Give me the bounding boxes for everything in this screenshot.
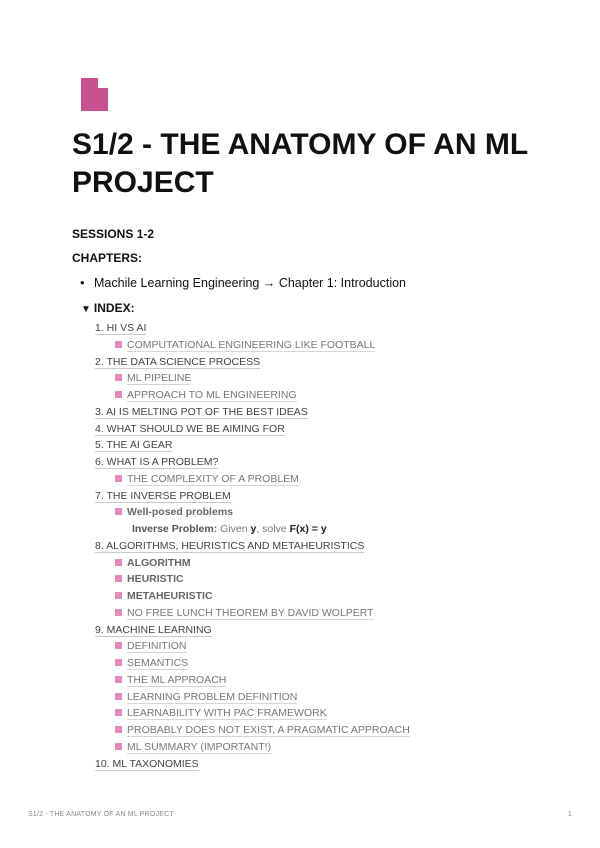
index-link-8d[interactable]: NO FREE LUNCH THEOREM BY DAVID WOLPERT xyxy=(127,606,374,619)
square-bullet-icon xyxy=(115,693,122,700)
square-bullet-icon xyxy=(115,575,122,582)
index-item-7a: Well-posed problems xyxy=(127,506,233,519)
index-link-9d[interactable]: LEARNING PROBLEM DEFINITION xyxy=(127,690,298,703)
index-link-3[interactable]: 3. AI IS MELTING POT OF THE BEST IDEAS xyxy=(95,405,308,418)
square-bullet-icon xyxy=(115,609,122,616)
index-link-2b[interactable]: APPROACH TO ML ENGINEERING xyxy=(127,389,297,401)
square-bullet-icon xyxy=(115,559,122,566)
index-link-1[interactable]: 1. HI VS AI xyxy=(95,322,147,334)
index-link-9a[interactable]: DEFINITION xyxy=(127,640,187,653)
index-link-9c[interactable]: THE ML APPROACH xyxy=(127,673,227,686)
index-link-9[interactable]: 9. MACHINE LEARNING xyxy=(95,623,212,636)
square-bullet-icon xyxy=(115,475,122,482)
square-bullet-icon xyxy=(115,642,122,649)
chapter-item: • Machile Learning Engineering → Chapter 1: Introduction xyxy=(80,276,406,290)
chapters-list xyxy=(80,276,406,290)
index-link-2[interactable]: 2. THE DATA SCIENCE PROCESS xyxy=(95,355,261,368)
index-link-9g[interactable]: ML SUMMARY (IMPORTANT!) xyxy=(127,740,272,753)
square-bullet-icon xyxy=(115,508,122,515)
index-item-8a: ALGORITHM xyxy=(127,556,191,569)
index-link-6a[interactable]: THE COMPLEXITY OF A PROBLEM xyxy=(127,472,299,485)
footer-title: S1/2 - THE ANATOMY OF AN ML PROJECT xyxy=(28,811,174,818)
index-link-1a[interactable]: COMPUTATIONAL ENGINEERING LIKE FOOTBALL xyxy=(127,338,376,351)
index-toggle[interactable] xyxy=(81,301,135,315)
square-bullet-icon xyxy=(115,391,122,398)
index-link-9e[interactable]: LEARNABILITY WITH PAC FRAMEWORK xyxy=(127,707,327,720)
chapters-label: CHAPTERS: xyxy=(72,251,143,265)
footer-page-number: 1 xyxy=(567,811,572,818)
square-bullet-icon xyxy=(115,676,122,683)
index-link-8[interactable]: 8. ALGORITHMS, HEURISTICS AND METAHEURISTICS xyxy=(95,539,365,552)
square-bullet-icon xyxy=(115,659,122,666)
index-link-4[interactable]: 4. WHAT SHOULD WE BE AIMING FOR xyxy=(95,422,285,435)
index-link-10[interactable]: 10. ML TAXONOMIES xyxy=(95,757,199,770)
index-item-8b: HEURISTIC xyxy=(127,573,184,586)
square-bullet-icon xyxy=(115,374,122,381)
index-link-9f[interactable]: PROBABLY DOES NOT EXIST, A PRAGMATIC APPROACH xyxy=(127,724,410,736)
index-item-8c: METAHEURISTIC xyxy=(127,590,213,602)
index-link-5[interactable]: 5. THE AI GEAR xyxy=(95,439,173,452)
square-bullet-icon xyxy=(115,743,122,750)
index-list xyxy=(95,320,410,772)
sessions-label: SESSIONS 1-2 xyxy=(72,227,155,241)
square-bullet-icon xyxy=(115,709,122,716)
index-link-9b[interactable]: SEMANTICS xyxy=(127,657,189,669)
index-label: INDEX: xyxy=(93,301,135,315)
square-bullet-icon xyxy=(115,592,122,599)
index-link-2a[interactable]: ML PIPELINE xyxy=(127,372,192,385)
triangle-down-icon: ▼ xyxy=(81,304,91,315)
page-title: S1/2 - THE ANATOMY OF AN ML PROJECT xyxy=(72,128,528,199)
document-icon xyxy=(81,78,108,111)
inverse-problem-note: Inverse Problem: Given y, solve F(x) = y xyxy=(132,523,327,535)
index-link-7[interactable]: 7. THE INVERSE PROBLEM xyxy=(95,489,231,502)
square-bullet-icon xyxy=(115,341,122,348)
square-bullet-icon xyxy=(115,726,122,733)
index-link-6[interactable]: 6. WHAT IS A PROBLEM? xyxy=(95,456,219,468)
